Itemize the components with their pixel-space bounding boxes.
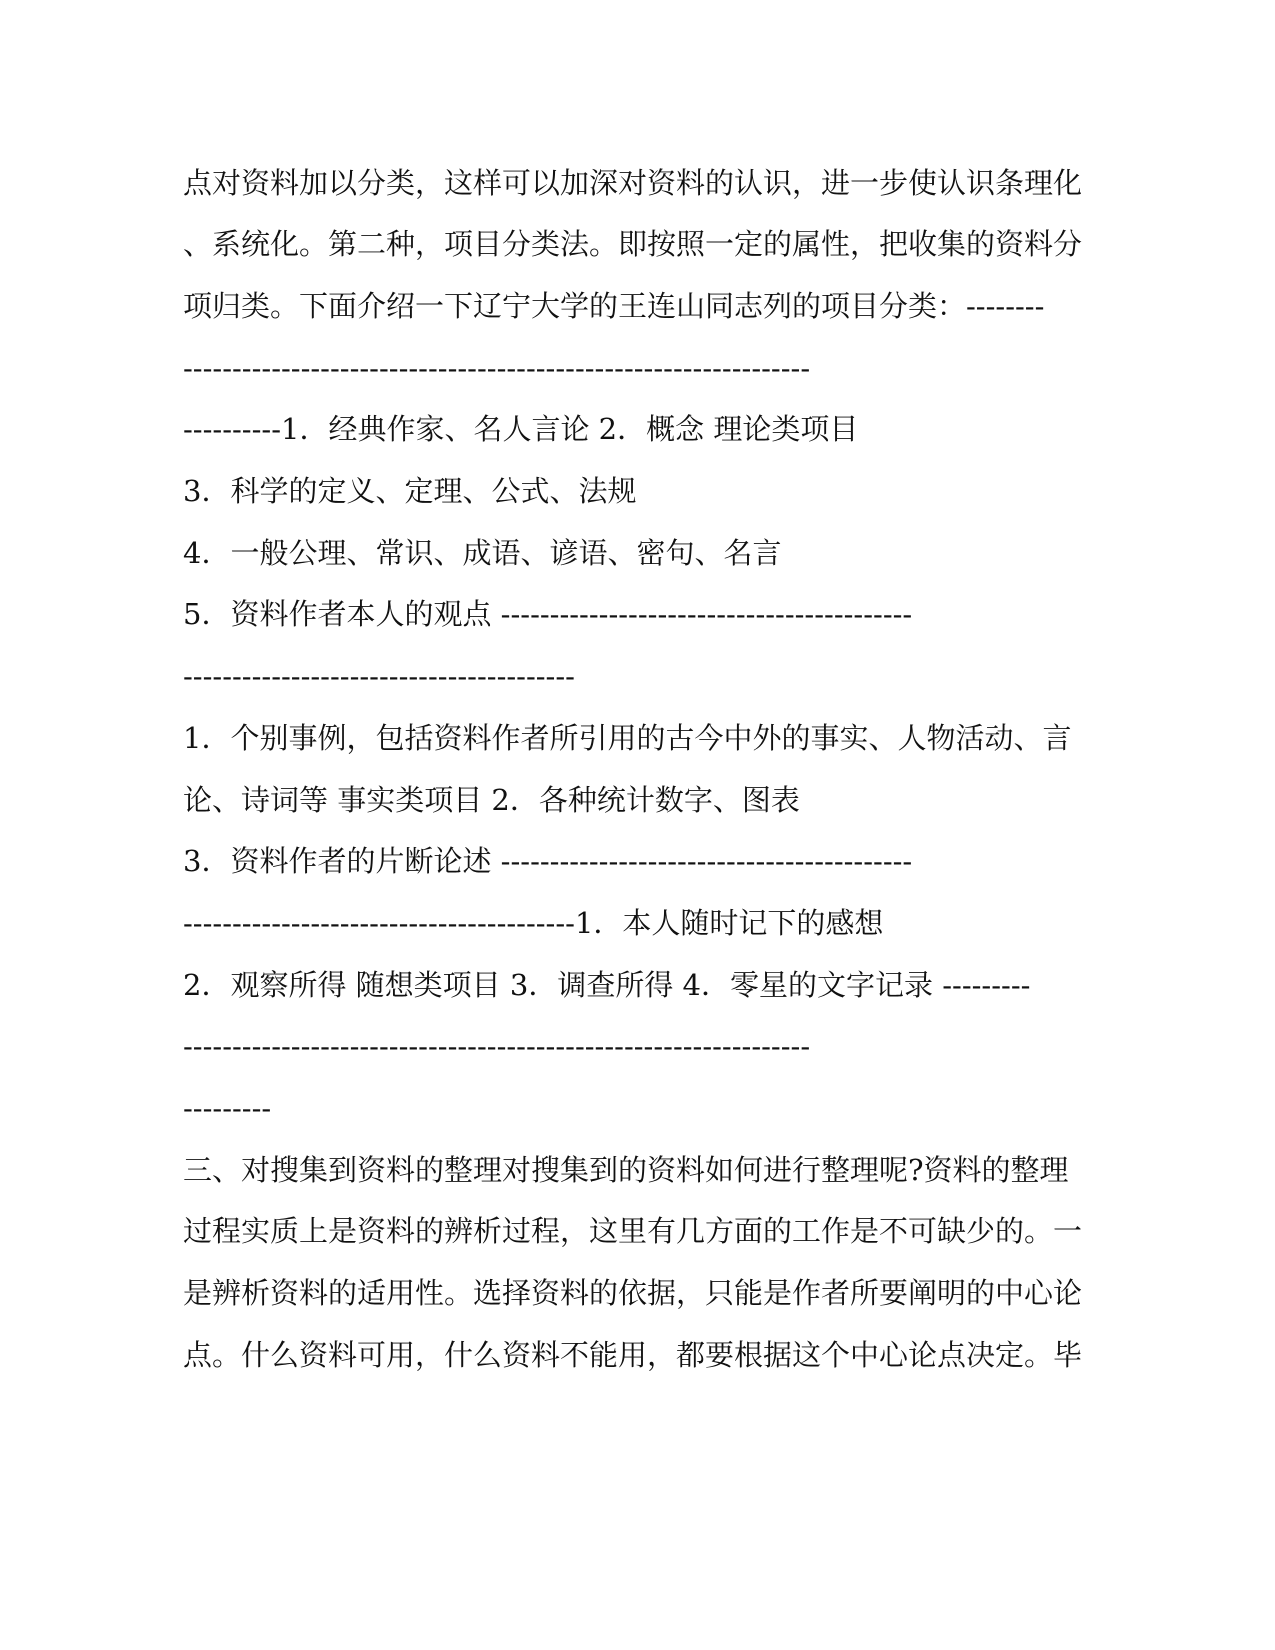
text-line: 3．科学的定义、定理、公式、法规 <box>183 474 637 508</box>
text-line: ----------1．经典作家、名人言论 2．概念 理论类项目 <box>183 412 859 446</box>
text-line: 论、诗词等 事实类项目 2．各种统计数字、图表 <box>183 783 800 817</box>
text-line: 是辨析资料的适用性。选择资料的依据，只能是作者所要阐明的中心论 <box>183 1276 1083 1310</box>
text-line: ---------------------------------------------------------------- <box>183 351 811 385</box>
text-line: ----------------------------------------1．本人随时记下的感想 <box>183 906 884 940</box>
text-line: 1．个别事例，包括资料作者所引用的古今中外的事实、人物活动、言 <box>183 721 1072 755</box>
text-line: 点。什么资料可用，什么资料不能用，都要根据这个中心论点决定。毕 <box>183 1338 1083 1372</box>
text-line: ---------------------------------------- <box>183 659 575 693</box>
text-line: 点对资料加以分类，这样可以加深对资料的认识，进一步使认识条理化 <box>183 166 1083 200</box>
text-line: 5．资料作者本人的观点 ------------------------------------------ <box>183 597 913 631</box>
text-line: ---------------------------------------------------------------- <box>183 1029 811 1063</box>
text-line: 过程实质上是资料的辨析过程，这里有几方面的工作是不可缺少的。一 <box>183 1214 1083 1248</box>
text-line: 3．资料作者的片断论述 ------------------------------------------ <box>183 844 913 878</box>
text-line: 、系统化。第二种，项目分类法。即按照一定的属性，把收集的资料分 <box>183 227 1083 261</box>
text-line: 4．一般公理、常识、成语、谚语、密句、名言 <box>183 536 782 570</box>
text-line: 2．观察所得 随想类项目 3．调查所得 4．零星的文字记录 --------- <box>183 968 1031 1002</box>
text-line: 项归类。下面介绍一下辽宁大学的王连山同志列的项目分类：-------- <box>183 289 1045 323</box>
text-line: --------- <box>183 1091 272 1125</box>
text-line: 三、对搜集到资料的整理对搜集到的资料如何进行整理呢?资料的整理 <box>183 1153 1069 1187</box>
